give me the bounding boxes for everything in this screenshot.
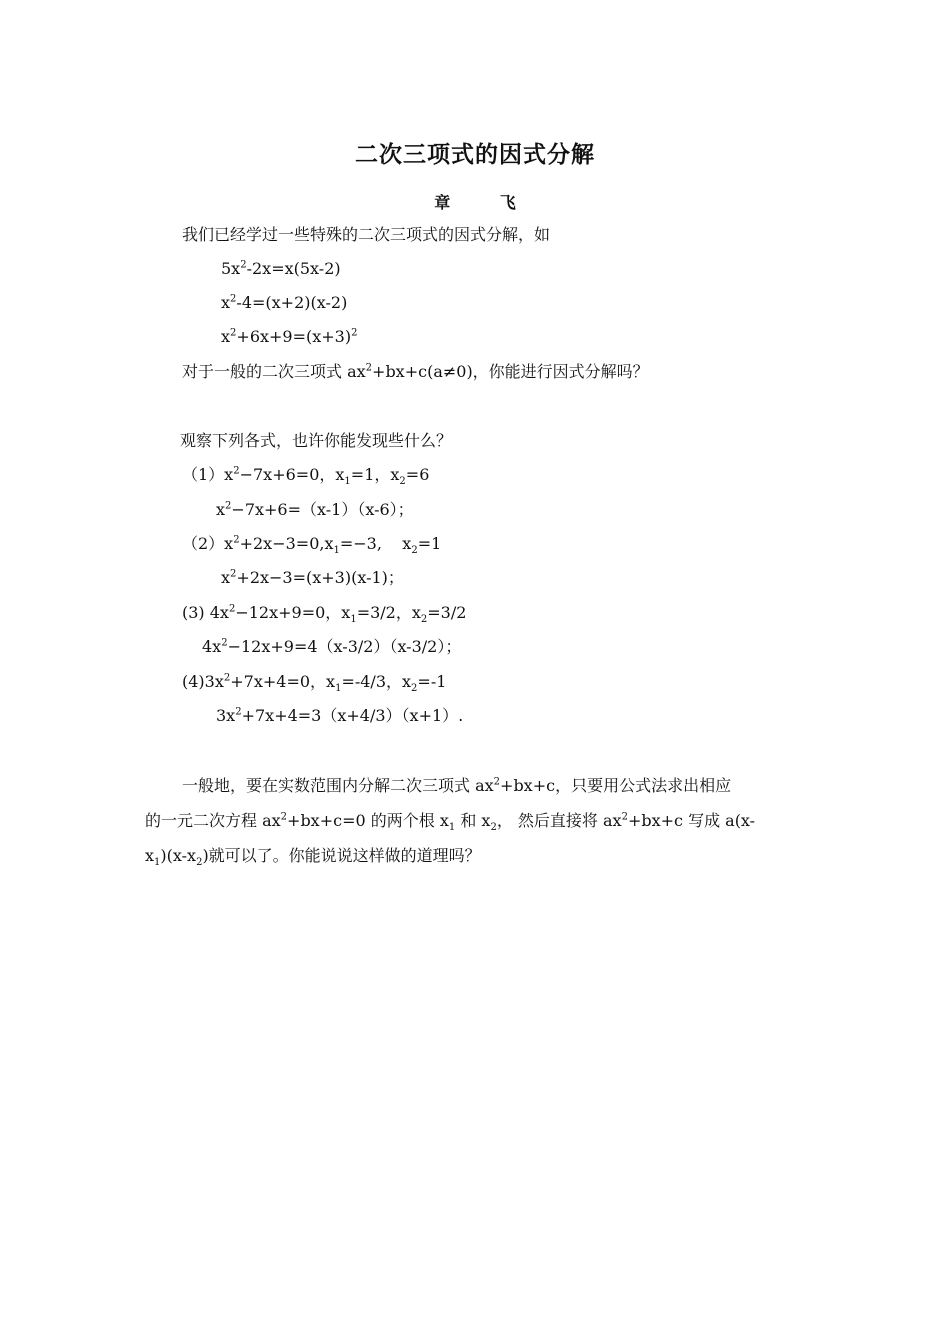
intro-text: 我们已经学过一些特殊的二次三项式的因式分解，如 [182, 225, 551, 244]
item-3-equation: (3) $4x^2-12x+9=0$，$x_1=3/2$，$x_2=3/2$ [182, 603, 467, 626]
item-1-factorization: $x^2-7x+6=(x-1)(x-6)$； [216, 500, 414, 519]
item-4-factorization: $3x^2+7x+4=3(x+4/3)(x+1)$. [216, 706, 464, 725]
document-title: 二次三项式的因式分解 [355, 141, 595, 168]
conclusion-line-2: 的一元二次方程 $ax^2+bx+c=0$ 的两个根 $x_1$ 和 $x_2$， 然后直接将 $ax^2+bx+c$ 写成 a(x- [145, 811, 756, 834]
conclusion-line-3: $x_1)(x-x_2)$就可以了。你能说说这样做的道理吗？ [145, 846, 481, 869]
item-1-equation: $(1)x^2-7x+6=0$，$x_1=1$，$x_2=6$ [182, 465, 430, 488]
observe-text: 观察下列各式，也许你能发现些什么？ [180, 431, 453, 450]
item-4-equation: $(4)3x^2+7x+4=0$，$x_1=-4/3$，$x_2=-1$ [182, 672, 447, 695]
question-text: 对于一般的二次三项式 $ax^2+bx+c(a\ne 0)$，你能进行因式分解吗？ [182, 362, 649, 381]
item-2-factorization: $x^2+2x-3=(x+3)(x-1)$； [221, 568, 404, 587]
example-2: $x^2-4=(x+2)(x-2)$ [221, 293, 348, 312]
example-1: $5x^2-2x=x(5x-2)$ [221, 259, 341, 278]
item-3-factorization: $4x^2-12x+9=4(x-3/2)(x-3/2)$； [202, 637, 462, 656]
conclusion-line-1: 一般地，要在实数范围内分解二次三项式 $ax^2+bx+c$，只要用公式法求出相应 [182, 776, 732, 795]
author-name: 章 飞 [434, 193, 538, 212]
example-3: $x^2+6x+9=(x+3)^2$ [221, 327, 358, 346]
item-2-equation: $(2)x^2+2x-3=0,x_1=-3$, $x_2=1$ [182, 534, 442, 557]
